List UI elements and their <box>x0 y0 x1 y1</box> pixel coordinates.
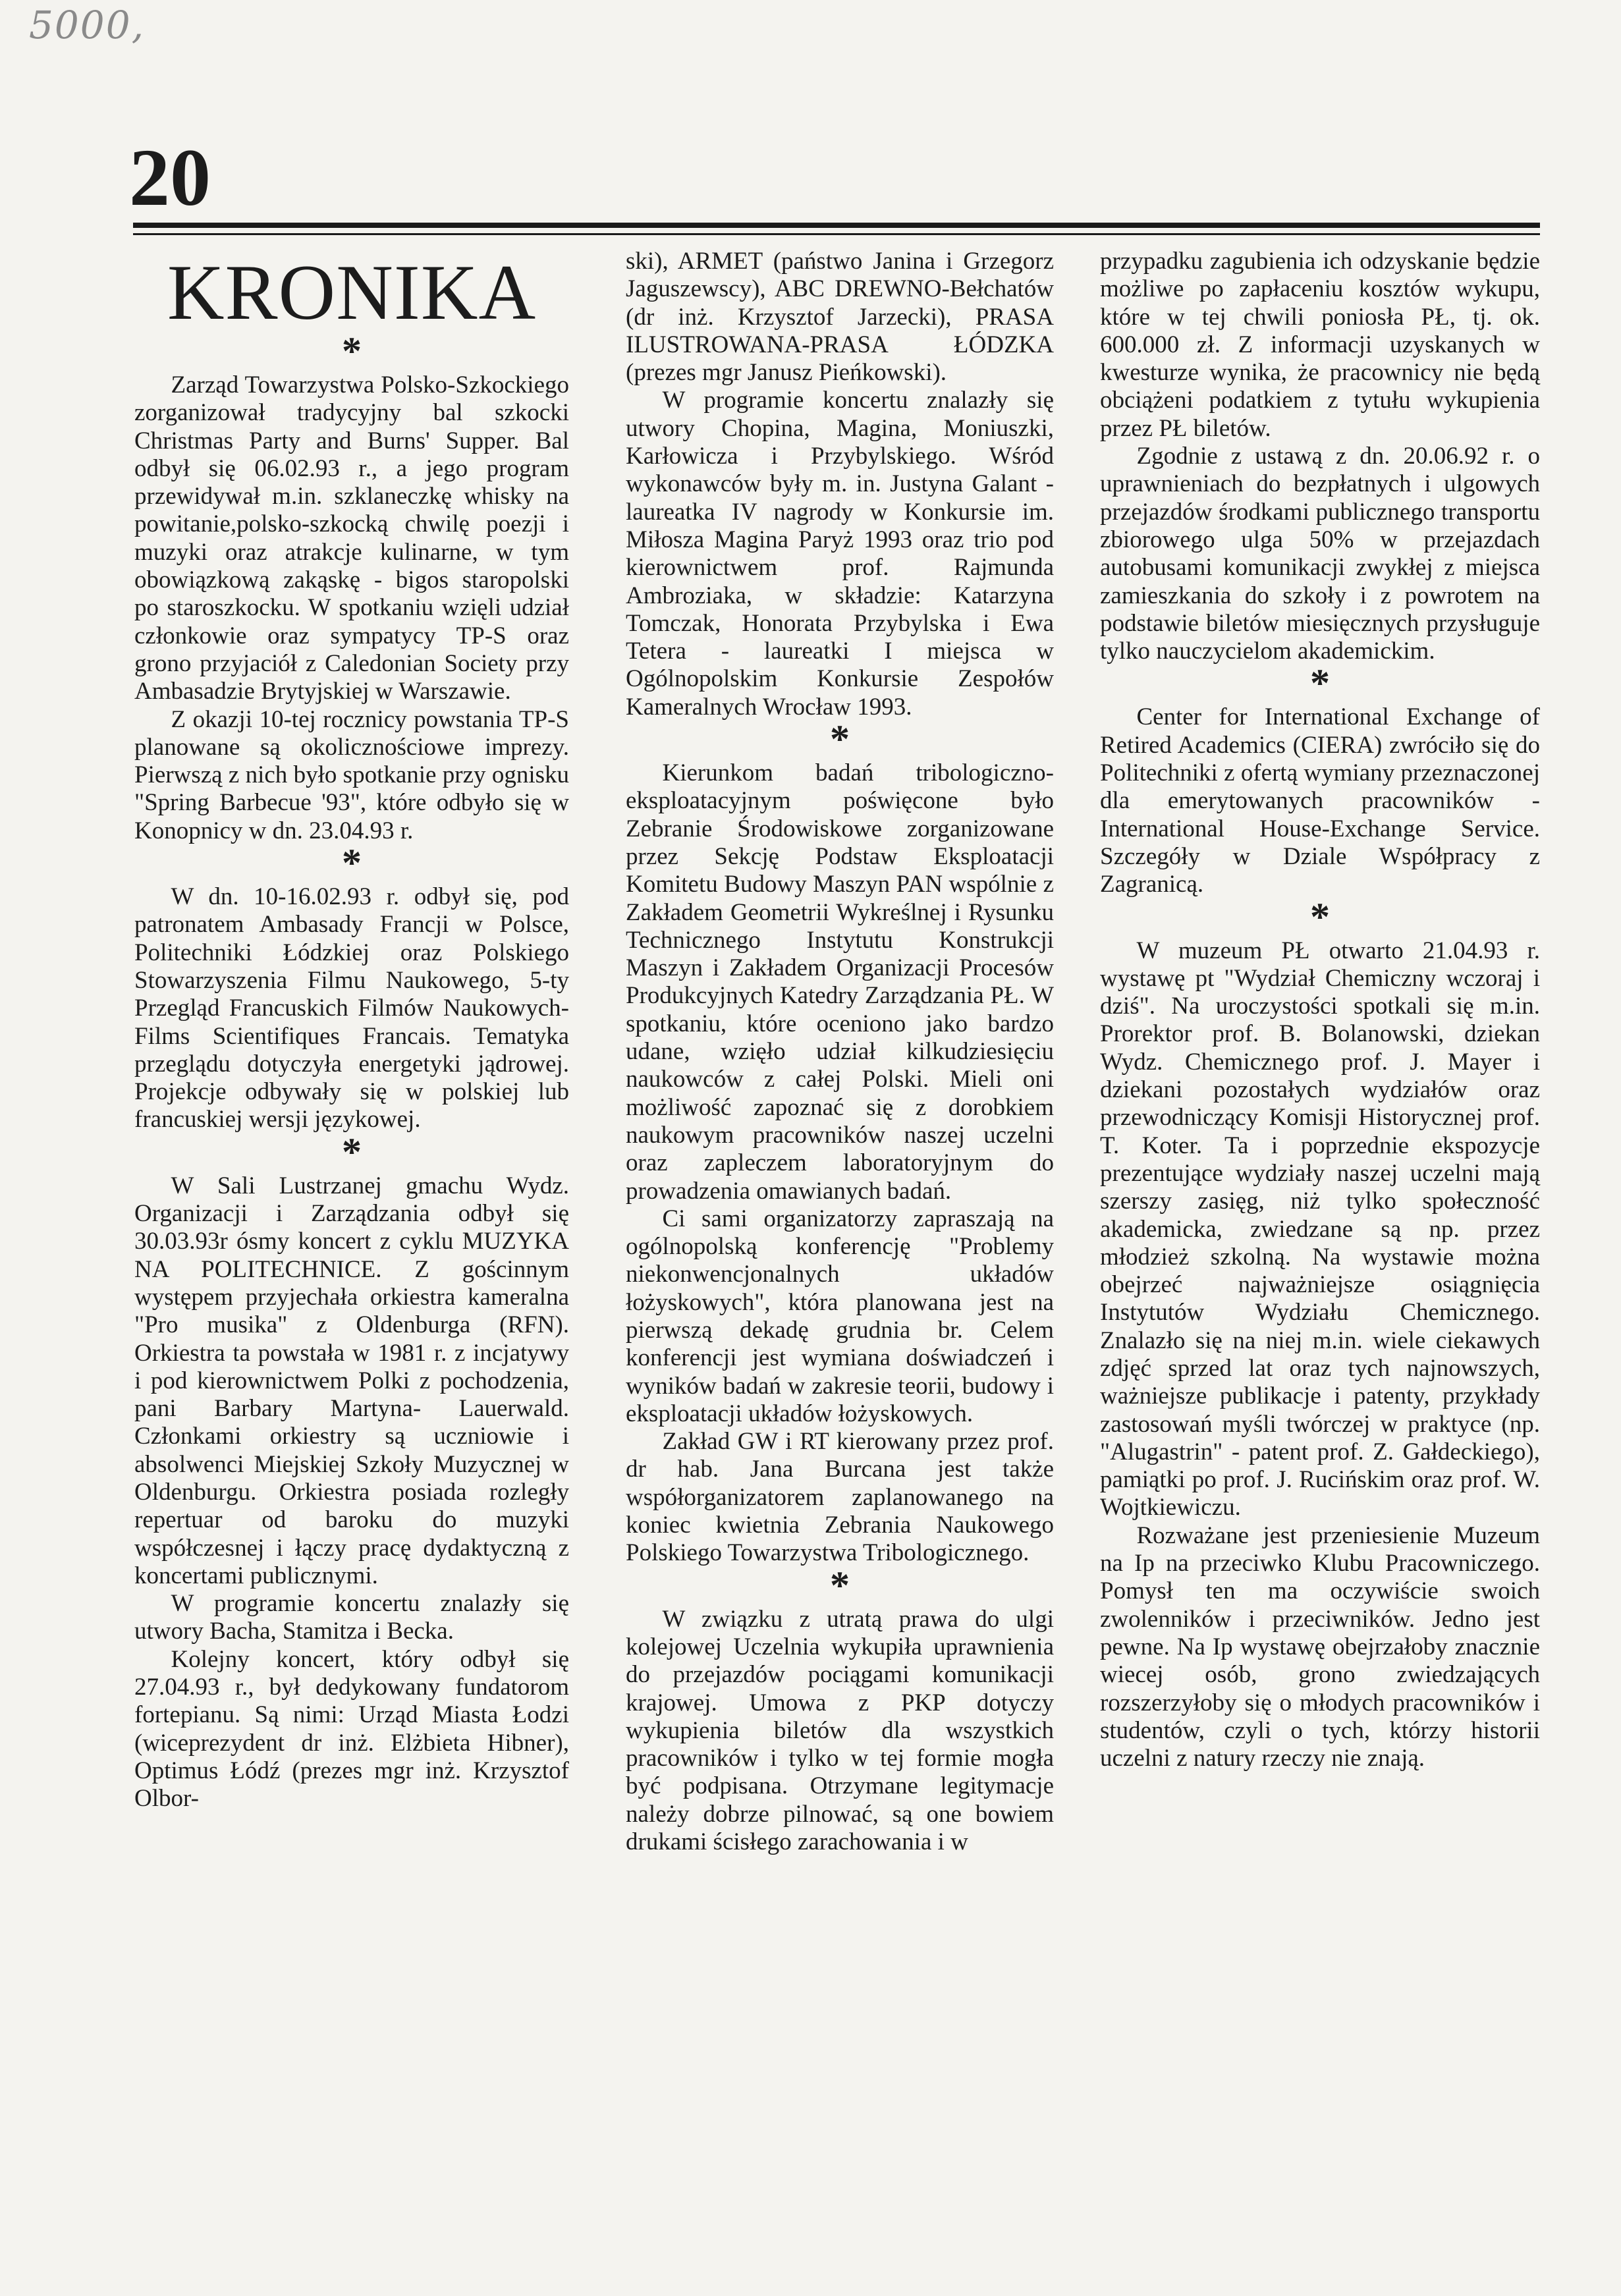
article-paragraph: W programie koncertu znalazły się utwory Bacha, Stamitza i Becka. <box>134 1590 569 1645</box>
separator-star: * <box>342 841 362 885</box>
article-paragraph: W muzeum PŁ otwarto 21.04.93 r. wystawę pt "Wydział Chemiczny wczoraj i dziś". Na uroczystości spotkali się m.in. Prorektor prof. B. Bolanowski, dziekan Wydz. Chemicznego prof. J. Mayer i dziekani pozostałych wydziałów oraz przewodniczący Komisji Historycznej prof. T. Koter. Ta i poprzednie ekspozycje prezentujące wydziały naszej uczelni mają szerszy zasięg, niż tylko społeczność akademicka, zwiedzane są np. przez młodzież szkolną. Na wystawie można obejrzeć najważniejsze osiągnięcia Instytutów Wydziału Chemicznego. Znalazło się na niej m.in. wiele ciekawych zdjęć sprzed lat oraz tych najnowszych, ważniejsze publikacje i patenty, przykłady zastosowań myśli twórczej w praktyce (np. "Alugastrin" - patent prof. Z. Gałdeckiego), pamiątki po prof. J. Rucińskim oraz prof. W. Wojtkiewiczu. <box>1100 937 1540 1521</box>
article-paragraph: Zakład GW i RT kierowany przez prof. dr hab. Jana Burcana jest także współorganizatorem zaplanowanego na koniec kwietnia Zebrania Naukowego Polskiego Towarzystwa Tribologicznego. <box>626 1428 1054 1567</box>
header-rule <box>133 223 1540 228</box>
handwritten-note: 5000, <box>29 3 146 47</box>
article-paragraph: Kolejny koncert, który odbył się 27.04.93 r., był dedykowany fundatorom fortepianu. Są nimi: Urząd Miasta Łodzi (wiceprezydent dr inż. Elżbieta Hibner), Optimus Łódź (prezes mgr inż. Krzysztof Olbor- <box>134 1645 569 1813</box>
article-paragraph: ski), ARMET (państwo Janina i Grzegorz Jaguszewscy), ABC DREWNO-Bełchatów (dr inż. Krzysztof Jarzecki), PRASA ILUSTROWANA-PRASA ŁÓDZKA (prezes mgr Janusz Pieńkowski). <box>626 248 1054 387</box>
header-rule-thin <box>133 233 1540 235</box>
article-paragraph: Rozważane jest przeniesienie Muzeum na Ip na przeciwko Klubu Pracowniczego. Pomysł ten ma oczywiście swoich zwolenników i przeciwników. Jedno jest pewne. Na Ip wystawę obejrzałoby znacznie wiecej osób, grono zwiedzających rozszerzyłoby się o młodych pracowników i studentów, czyli o tych, którzy historii uczelni z natury rzeczy nie znają. <box>1100 1521 1540 1772</box>
separator-star: * <box>1310 661 1330 705</box>
separator-star: * <box>830 1563 850 1607</box>
section-title: KRONIKA <box>167 248 537 336</box>
article-paragraph: W dn. 10-16.02.93 r. odbył się, pod patronatem Ambasady Francji w Polsce, Politechniki Łódzkiej oraz Polskiego Stowarzyszenia Filmu Naukowego, 5-ty Przegląd Francuskich Filmów Naukowych-Films Scientifiques Francais. Tematyka przeglądu dotyczyła energetyki jądrowej. Projekcje odbywały się w polskiej lub francuskiej wersji językowej. <box>134 883 569 1134</box>
article-paragraph: Kierunkom badań tribologiczno-eksploatacyjnym poświęcone było Zebranie Środowiskowe zorganizowane przez Sekcję Podstaw Eksploatacji Komitetu Budowy Maszyn PAN wspólnie z Zakładem Geometrii Wykreślnej i Rysunku Technicznego Instytutu Konstrukcji Maszyn i Zakładem Organizacji Procesów Produkcyjnych Katedry Zarządzania PŁ. W spotkaniu, które oceniono jako bardzo udane, wzięło udział kilkudziesięciu naukowców z całej Polski. Mieli oni możliwość zapoznać się z dorobkiem naukowym pracowników naszej uczelni oraz zapleczem laboratoryjnym do prowadzenia omawianych badań. <box>626 759 1054 1205</box>
article-paragraph: Z okazji 10-tej rocznicy powstania TP-S planowane są okolicznościowe imprezy. Pierwszą z nich było spotkanie przy ognisku "Spring Barbecue '93", które odbyło się w Konopnicy w dn. 23.04.93 r. <box>134 705 569 844</box>
article-paragraph: Zarząd Towarzystwa Polsko-Szkockiego zorganizował tradycyjny bal szkocki Christmas Party and Burns' Supper. Bal odbył się 06.02.93 r., a jego program przewidywał m.in. szklaneczkę whisky na powitanie,polsko-szkocką chwilę poezji i muzyki oraz atrakcje kulinarne, w tym obowiązkową zakąskę - bigos staropolski po staroszkocku. W spotkaniu wzięli udział członkowie oraz sympatycy TP-S oraz grono przyjaciół z Caledonian Society przy Ambasadzie Brytyjskiej w Warszawie. <box>134 371 569 705</box>
separator-star: * <box>342 329 362 373</box>
article-paragraph: Zgodnie z ustawą z dn. 20.06.92 r. o uprawnieniach do bezpłatnych i ulgowych przejazdów środkami publicznego transportu zbiorowego ulga 50% w przejazdach autobusami komunikacji zwykłej z miejsca zamieszkania do szkoły i z powrotem na podstawie biletów miesięcznych przysługuje tylko nauczycielom akademickim. <box>1100 443 1540 665</box>
article-paragraph: W związku z utratą prawa do ulgi kolejowej Uczelnia wykupiła uprawnienia do przejazdów pociągami komunikacji krajowej. Umowa z PKP dotyczy wykupienia biletów dla wszystkich pracowników i tylko w tej formie mogła być podpisana. Otrzymane legitymacje należy dobrze pilnować, są one bowiem drukami ścisłego zarachowania i w <box>626 1605 1054 1856</box>
article-paragraph: przypadku zagubienia ich odzyskanie będzie możliwe po zapłaceniu kosztów wykupu, które w tej chwili poniosła PŁ, tj. ok. 600.000 zł. Z informacji uzyskanych w kwesturze wynika, że pracownicy nie będą obciążeni podatkiem z tytułu wykupienia przez PŁ biletów. <box>1100 248 1540 442</box>
page-number: 20 <box>129 132 211 223</box>
separator-star: * <box>342 1130 362 1174</box>
article-paragraph: Ci sami organizatorzy zapraszają na ogólnopolską konferencję "Problemy niekonwencjonalnych układów łożyskowych", która planowana jest na pierwszą dekadę grudnia br. Celem konferencji jest wymiana doświadczeń i wyników badań w zakresie teorii, budowy i eksploatacji układów łożyskowych. <box>626 1205 1054 1427</box>
column-2 <box>626 248 1054 1856</box>
separator-star: * <box>1310 894 1330 939</box>
separator-star: * <box>830 717 850 761</box>
article-paragraph: W programie koncertu znalazły się utwory Chopina, Magina, Moniuszki, Karłowicza i Przybylskiego. Wśród wykonawców były m. in. Justyna Galant - laureatka IV nagrody w Konkursie im. Miłosza Magina Paryż 1993 oraz trio pod kierownictwem prof. Rajmunda Ambroziaka, w składzie: Katarzyna Tomczak, Honorata Przybylska i Ewa Tetera - laureatki I miejsca w Ogólnopolskim Konkursie Zespołów Kameralnych Wrocław 1993. <box>626 387 1054 721</box>
article-paragraph: Center for International Exchange of Retired Academics (CIERA) zwróciło się do Politechniki z ofertą wymiany przeznaczonej dla emerytowanych pracowników - International House-Exchange Service. Szczegóły w Dziale Współpracy z Zagranicą. <box>1100 703 1540 898</box>
article-paragraph: W Sali Lustrzanej gmachu Wydz. Organizacji i Zarządzania odbył się 30.03.93r ósmy koncert z cyklu MUZYKA NA POLITECHNICE. Z gościnnym występem przyjechała orkiestra kameralna "Pro musika" z Oldenburga (RFN). Orkiestra ta powstała w 1981 r. z incjatywy i pod kierownictwem Polki z pochodzenia, pani Barbary Martyna- Lauerwald. Członkami orkiestry są uczniowie i absolwenci Miejskiej Szkoły Muzycznej w Oldenburgu. Orkiestra posiada rozległy repertuar od baroku do muzyki współczesnej i łączy pracę dydaktyczną z koncertami publicznymi. <box>134 1172 569 1589</box>
column-1 <box>134 248 569 1813</box>
column-3 <box>1100 248 1540 1772</box>
